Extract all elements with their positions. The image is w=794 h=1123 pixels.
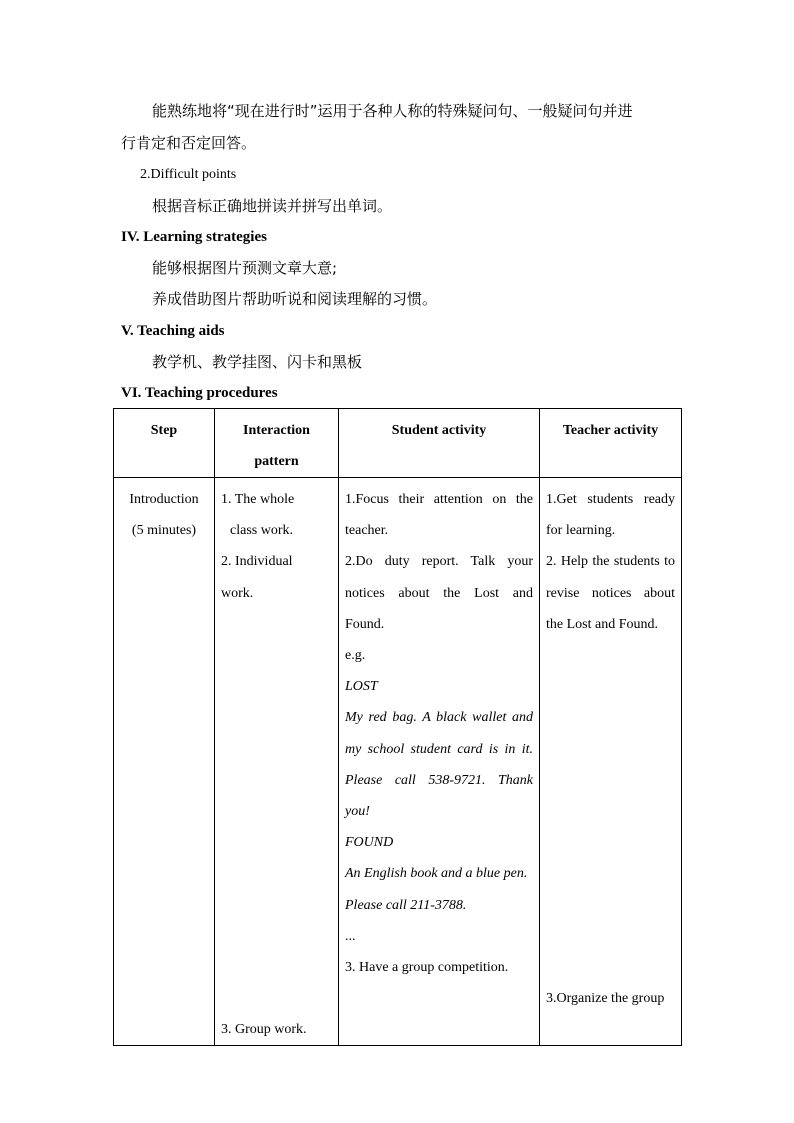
step-name: Introduction bbox=[129, 492, 199, 507]
interaction-1b: class work. bbox=[230, 523, 293, 539]
table-header-row bbox=[114, 409, 682, 478]
header-teacher-activity: Teacher activity bbox=[540, 409, 682, 478]
found-call: Please call 211-3788. bbox=[345, 897, 467, 913]
teaching-aids-text: 教学机、教学挂图、闪卡和黑板 bbox=[152, 353, 363, 371]
found-notice: An English book and a blue pen. bbox=[345, 866, 528, 882]
difficult-points-text: 根据音标正确地拼读并拼写出单词。 bbox=[152, 197, 393, 215]
interaction-1a: 1. The whole bbox=[221, 492, 295, 507]
strategy-item-1: 能够根据图片预测文章大意; bbox=[152, 259, 338, 277]
difficult-points-title: 2.Difficult points bbox=[140, 167, 237, 182]
cell-interaction bbox=[215, 478, 339, 1046]
strategy-item-2: 养成借助图片帮助听说和阅读理解的习惯。 bbox=[152, 290, 438, 308]
section-teaching-procedures: VI. Teaching procedures bbox=[121, 385, 278, 401]
cell-teacher-activity bbox=[540, 478, 682, 1046]
lost-notice: My red bag. A black wallet and my school student card is in it. Please call 538-9721. Thank you! bbox=[345, 710, 533, 820]
header-step: Step bbox=[114, 409, 215, 478]
student-activity-2: 2.Do duty report. Talk your notices about the Lost and Found. bbox=[345, 554, 533, 632]
header-interaction bbox=[215, 409, 339, 478]
interaction-2a: 2. Individual bbox=[221, 554, 293, 570]
section-learning-strategies: IV. Learning strategies bbox=[121, 229, 267, 245]
step-duration: (5 minutes) bbox=[131, 523, 197, 539]
student-activity-3: 3. Have a group competition. bbox=[345, 960, 509, 976]
example-label: e.g. bbox=[345, 648, 366, 664]
cell-step bbox=[114, 478, 215, 1046]
header-interaction-line1: Interaction bbox=[243, 423, 310, 438]
interaction-2b: work. bbox=[221, 585, 254, 601]
procedures-table bbox=[113, 408, 682, 1046]
header-interaction-line2: pattern bbox=[254, 454, 299, 469]
teacher-activity-3: 3.Organize the group bbox=[546, 991, 665, 1007]
teacher-activity-2: 2. Help the students to revise notices about the Lost and Found. bbox=[546, 554, 675, 632]
table-row bbox=[114, 478, 682, 1046]
interaction-3: 3. Group work. bbox=[221, 1022, 307, 1038]
intro-line-1: 能熟练地将“现在进行时”运用于各种人称的特殊疑问句、一般疑问句并进 bbox=[152, 102, 633, 120]
teacher-activity-1: 1.Get students ready for learning. bbox=[546, 492, 675, 539]
found-title: FOUND bbox=[345, 835, 394, 851]
ellipsis: ... bbox=[345, 928, 356, 944]
section-teaching-aids: V. Teaching aids bbox=[121, 323, 225, 339]
header-student-activity: Student activity bbox=[339, 409, 540, 478]
intro-line-2: 行肯定和否定回答。 bbox=[121, 134, 257, 152]
cell-student-activity bbox=[339, 478, 540, 1046]
student-activity-1: 1.Focus their attention on the teacher. bbox=[345, 492, 533, 539]
lost-title: LOST bbox=[345, 679, 378, 695]
